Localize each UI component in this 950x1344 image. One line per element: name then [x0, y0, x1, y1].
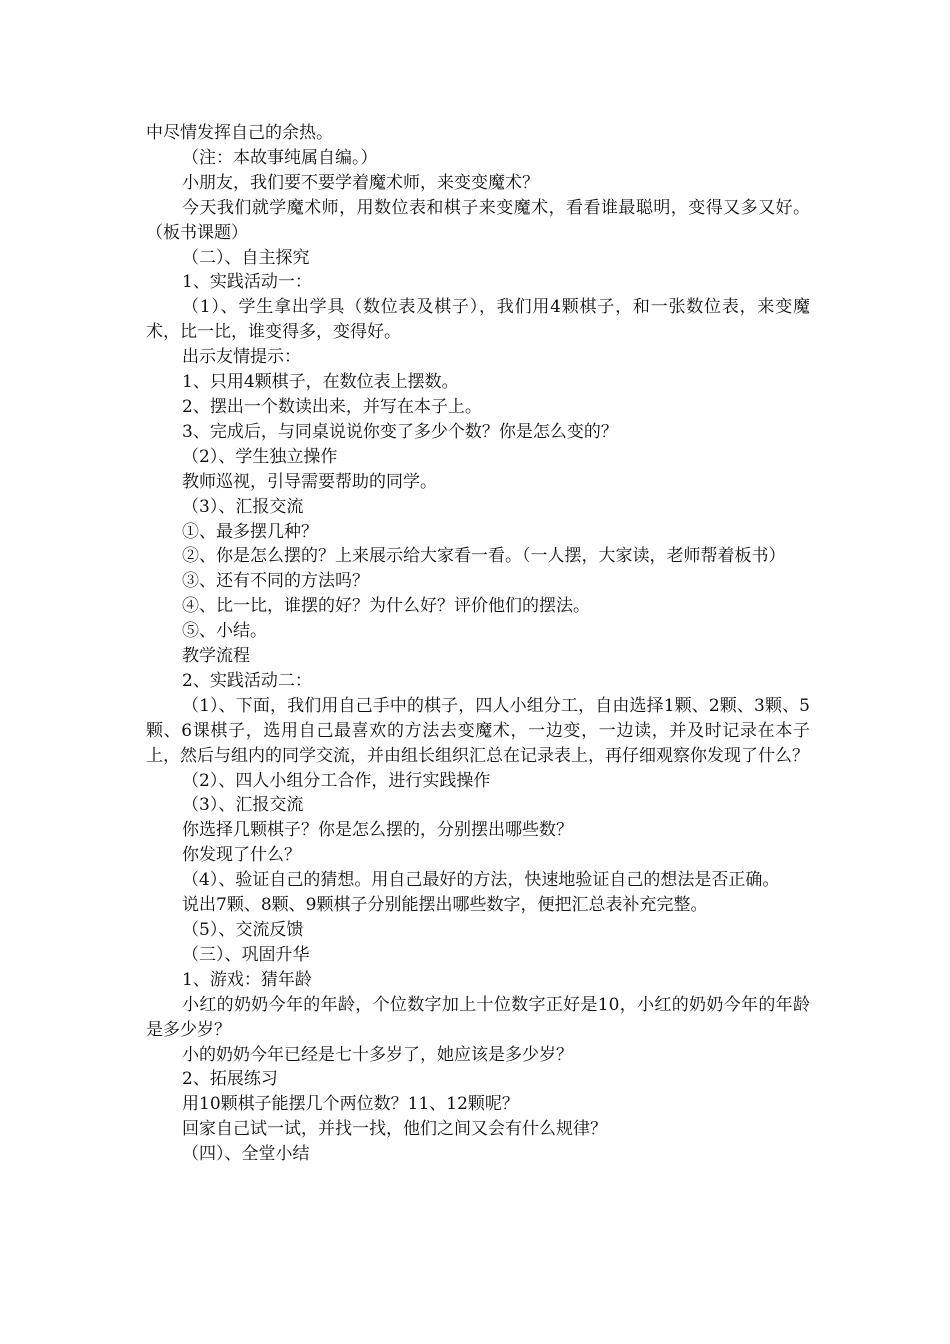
paragraph: 你发现了什么？ [182, 845, 301, 866]
paragraph: （2）、学生独立操作 [182, 446, 338, 467]
paragraph: （注：本故事纯属自编。） [182, 147, 378, 168]
paragraph: 你选择几颗棋子？你是怎么摆的，分别摆出哪些数？ [182, 820, 573, 841]
paragraph: （1）、下面，我们用自己手中的棋子，四人小组分工，自由选择1颗、2颗、3颗、5颗、6课棋子，选用自己最喜欢的方法去变魔术，一边变，一边读，并及时记录在本子上，然后与组内的同学交流，并由组长组织汇总在记录表上，再仔细观察你发现了什么？ [146, 695, 810, 766]
paragraph: ①、最多摆几种？ [182, 521, 318, 542]
paragraph: 2、摆出一个数读出来，并写在本子上。 [182, 396, 482, 417]
paragraph: （二）、自主探究 [182, 247, 310, 268]
paragraph: 2、拓展练习 [182, 1069, 278, 1090]
paragraph: 说出7颗、8颗、9颗棋子分别能摆出哪些数字，便把汇总表补充完整。 [182, 895, 708, 916]
paragraph: 出示友情提示： [182, 347, 301, 368]
paragraph: 1、实践活动一： [182, 272, 312, 293]
paragraph: （4）、验证自己的猜想。用自己最好的方法，快速地验证自己的想法是否正确。 [182, 870, 780, 891]
paragraph: ②、你是怎么摆的？上来展示给大家看一看。（一人摆，大家读，老师帮着板书） [182, 546, 786, 567]
paragraph: （四）、全堂小结 [182, 1144, 310, 1165]
paragraph: （三）、巩固升华 [182, 944, 310, 965]
paragraph: 2、实践活动二： [182, 670, 312, 691]
paragraph: 教学流程 [182, 646, 250, 667]
paragraph: 教师巡视，引导需要帮助的同学。 [182, 471, 437, 492]
paragraph: （3）、汇报交流 [182, 795, 304, 816]
paragraph: 今天我们就学魔术师，用数位表和棋子来变魔术，看看谁最聪明，变得又多又好。（板书课题） [146, 197, 810, 243]
paragraph: 回家自己试一试，并找一找，他们之间又会有什么规律？ [182, 1119, 607, 1140]
paragraph: 1、游戏：猜年龄 [182, 969, 312, 990]
paragraph: 用10颗棋子能摆几个两位数？11、12颗呢？ [182, 1094, 519, 1115]
document-body [146, 121, 810, 1167]
paragraph: 中尽情发挥自己的余热。 [146, 123, 333, 143]
paragraph: ④、比一比，谁摆的好？为什么好？评价他们的摆法。 [182, 596, 590, 617]
paragraph: 小的奶奶今年已经是七十多岁了，她应该是多少岁？ [182, 1044, 573, 1065]
paragraph: （5）、交流反馈 [182, 920, 304, 940]
paragraph: （2）、四人小组分工合作，进行实践操作 [182, 770, 491, 791]
paragraph: ⑤、小结。 [182, 621, 267, 642]
paragraph: 小红的奶奶今年的年龄，个位数字加上十位数字正好是10，小红的奶奶今年的年龄是多少岁？ [146, 994, 810, 1040]
paragraph: 1、只用4颗棋子，在数位表上摆数。 [182, 372, 459, 393]
paragraph: 小朋友，我们要不要学着魔术师，来变变魔术？ [182, 172, 539, 193]
paragraph: （1）、学生拿出学具（数位表及棋子），我们用4颗棋子，和一张数位表，来变魔术，比一比，谁变得多，变得好。 [146, 297, 810, 343]
paragraph: ③、还有不同的方法吗？ [182, 571, 369, 592]
paragraph: 3、完成后，与同桌说说你变了多少个数？你是怎么变的？ [182, 421, 618, 442]
paragraph: （3）、汇报交流 [182, 496, 304, 517]
